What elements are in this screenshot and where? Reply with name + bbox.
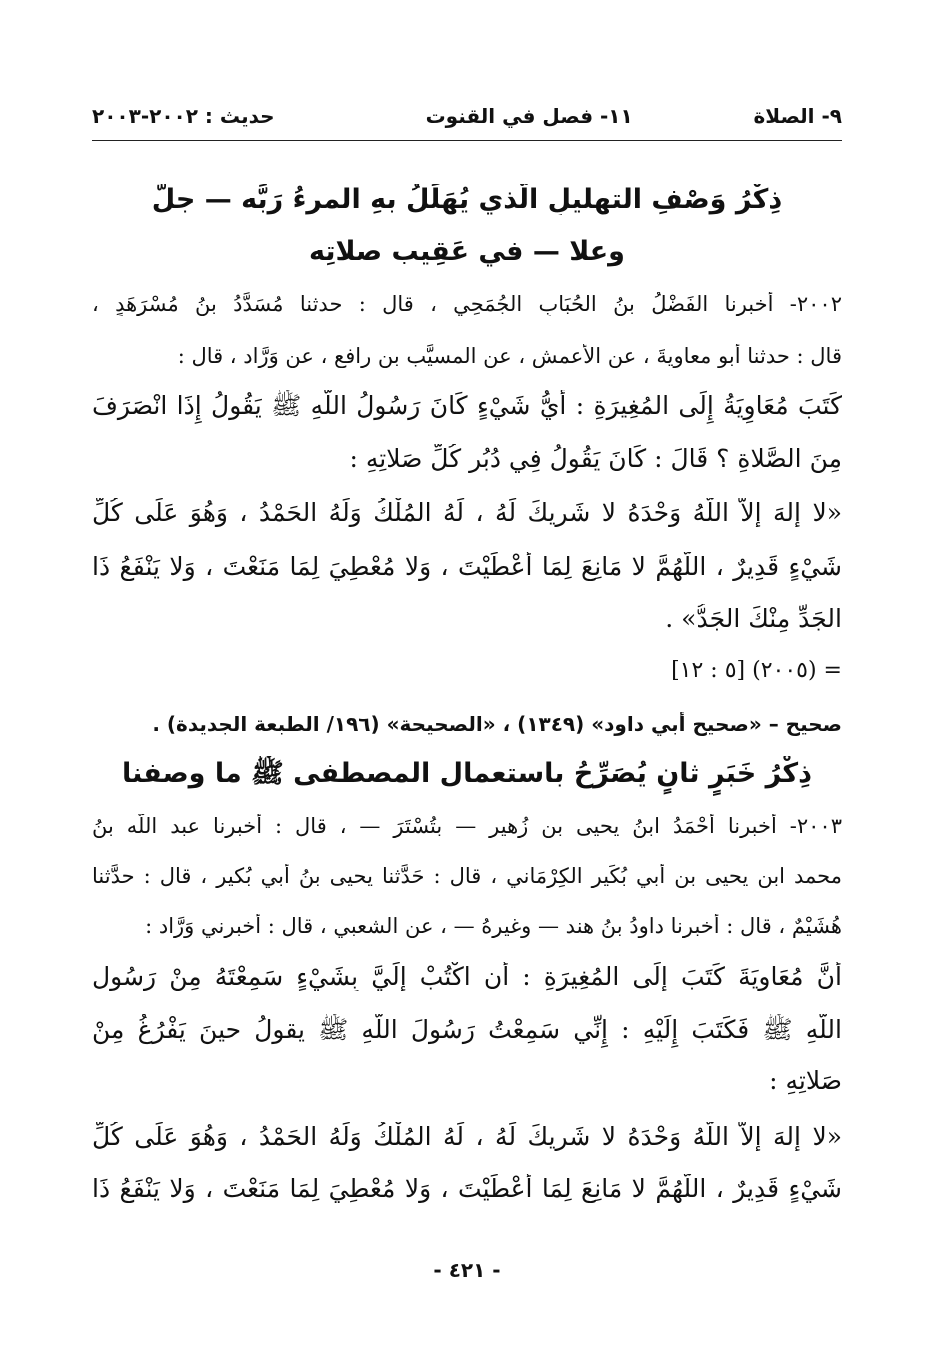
hadith-2003-isnad-line-1: ٢٠٠٣- أخبرنا أَحْمَدُ ابنُ يحيى بن زُهير — بتُسْتَرَ — ، قال : أخبرنا عبد اللَّه بنُ [92, 814, 842, 838]
hadith-2002-matn-line-4: شَيْءٍ قَدِيرٌ ، اللَّهُمَّ لا مَانِعَ لِمَا أَعْطَيْتَ ، وَلا مُعْطِيَ لِمَا مَنَعْتَ ، وَلا يَنْفَعُ ذَا [92, 552, 842, 581]
hadith-2002-matn-line-1: كَتَبَ مُعَاوِيَةُ إِلَى المُغِيرَةِ : أَيُّ شَيْءٍ كَانَ رَسُولُ اللَّهِ ﷺ يَقُولُ إِذَا انْصَرَفَ [92, 391, 842, 420]
page-number: - ٤٢١ - [433, 1258, 501, 1282]
heading-2: ذِكْرُ خَبَرٍ ثانٍ يُصَرِّحُ باستعمال المصطفى ﷺ ما وصفنا [122, 758, 812, 789]
hadith-2003-isnad-line-2: محمد ابن يحيى بن أبي بُكَير الكِرْمَاني ، قال : حَدَّثنا يحيى بنُ أبي بُكير ، قال : حدَّثنا [92, 864, 842, 888]
hadith-2003-matn-line-3: صَلاتِهِ : [769, 1066, 842, 1095]
hadith-2003-isnad-line-3: هُشَيْمٌ ، قال : أخبرنا داودُ بنُ هند — وغيرهُ — ، عن الشعبي ، قال : أخبرني وَرَّاد : [145, 914, 842, 938]
header-hadith-range: حديث : ٢٠٠٢-٢٠٠٣ [92, 104, 275, 128]
heading-1-line-2: وعلا — في عَقِيب صلاتِه [309, 236, 625, 267]
hadith-2002-isnad-line-1: ٢٠٠٢- أخبرنا الفَضْلُ بنُ الحُبَابِ الجُمَحِي ، قال : حدثنا مُسَدَّدُ بنُ مُسْرَهَدٍ ، [92, 292, 842, 316]
hadith-2002-matn-line-2: مِنَ الصَّلاةِ ؟ قَالَ : كَانَ يَقُولُ فِي دُبُرِ كُلِّ صَلاتِهِ : [349, 444, 842, 473]
hadith-2003-matn-line-1: أَنَّ مُعَاوِيَةَ كَتَبَ إِلَى المُغِيرَةِ : أَن اكْتُبْ إِلَيَّ بِشَيْءٍ سَمِعْتَهُ مِنْ رَسُولِ [92, 962, 842, 991]
hadith-2002-reference: = (٢٠٠٥) [٥ : ١٢] [671, 658, 842, 683]
hadith-2003-matn-line-4: «لا إِلهَ إِلاَّ اللَّهُ وَحْدَهُ لا شَرِيكَ لَهُ ، لَهُ المُلْكُ وَلَهُ الحَمْدُ ، وَهُوَ عَلَى كُلِّ [92, 1122, 842, 1151]
hadith-2002-grading: صحيح – «صحيح أبي داود» (١٣٤٩) ، «الصحيحة» (١٩٦/ الطبعة الجديدة) . [152, 712, 842, 736]
header-section: ١١- فصل في القنوت [425, 104, 633, 128]
running-header [92, 98, 842, 134]
hadith-2002-matn-line-5: الجَدِّ مِنْكَ الجَدُّ» . [665, 604, 842, 633]
hadith-2003-matn-line-5: شَيْءٍ قَدِيرٌ ، اللَّهُمَّ لا مَانِعَ لِمَا أَعْطَيْتَ ، وَلا مُعْطِيَ لِمَا مَنَعْتَ ، وَلا يَنْفَعُ ذَا [92, 1174, 842, 1203]
hadith-2003-matn-line-2: اللَّهِ ﷺ فَكَتَبَ إِلَيْهِ : إِنِّي سَمِعْتُ رَسُولَ اللَّهِ ﷺ يقولُ حينَ يَفْرُغُ مِنْ [92, 1015, 842, 1044]
header-chapter: ٩- الصلاة [753, 104, 842, 128]
book-page [92, 92, 842, 1292]
hadith-2002-isnad-line-2: قال : حدثنا أبو معاويةَ ، عن الأعمش ، عن المسيَّب بن رافع ، عن وَرَّاد ، قال : [177, 344, 842, 368]
heading-1-line-1: ذِكْرُ وَصْفِ التهليلِ الَّذي يُهَلِّلُ بهِ المرءُ رَبَّه — جلَّ [151, 184, 783, 215]
header-divider [92, 140, 842, 141]
hadith-2002-matn-line-3: «لا إِلهَ إِلاَّ اللَّهُ وَحْدَهُ لا شَرِيكَ لَهُ ، لَهُ المُلْكُ وَلَهُ الحَمْدُ ، وَهُوَ عَلَى كُلِّ [92, 498, 842, 527]
